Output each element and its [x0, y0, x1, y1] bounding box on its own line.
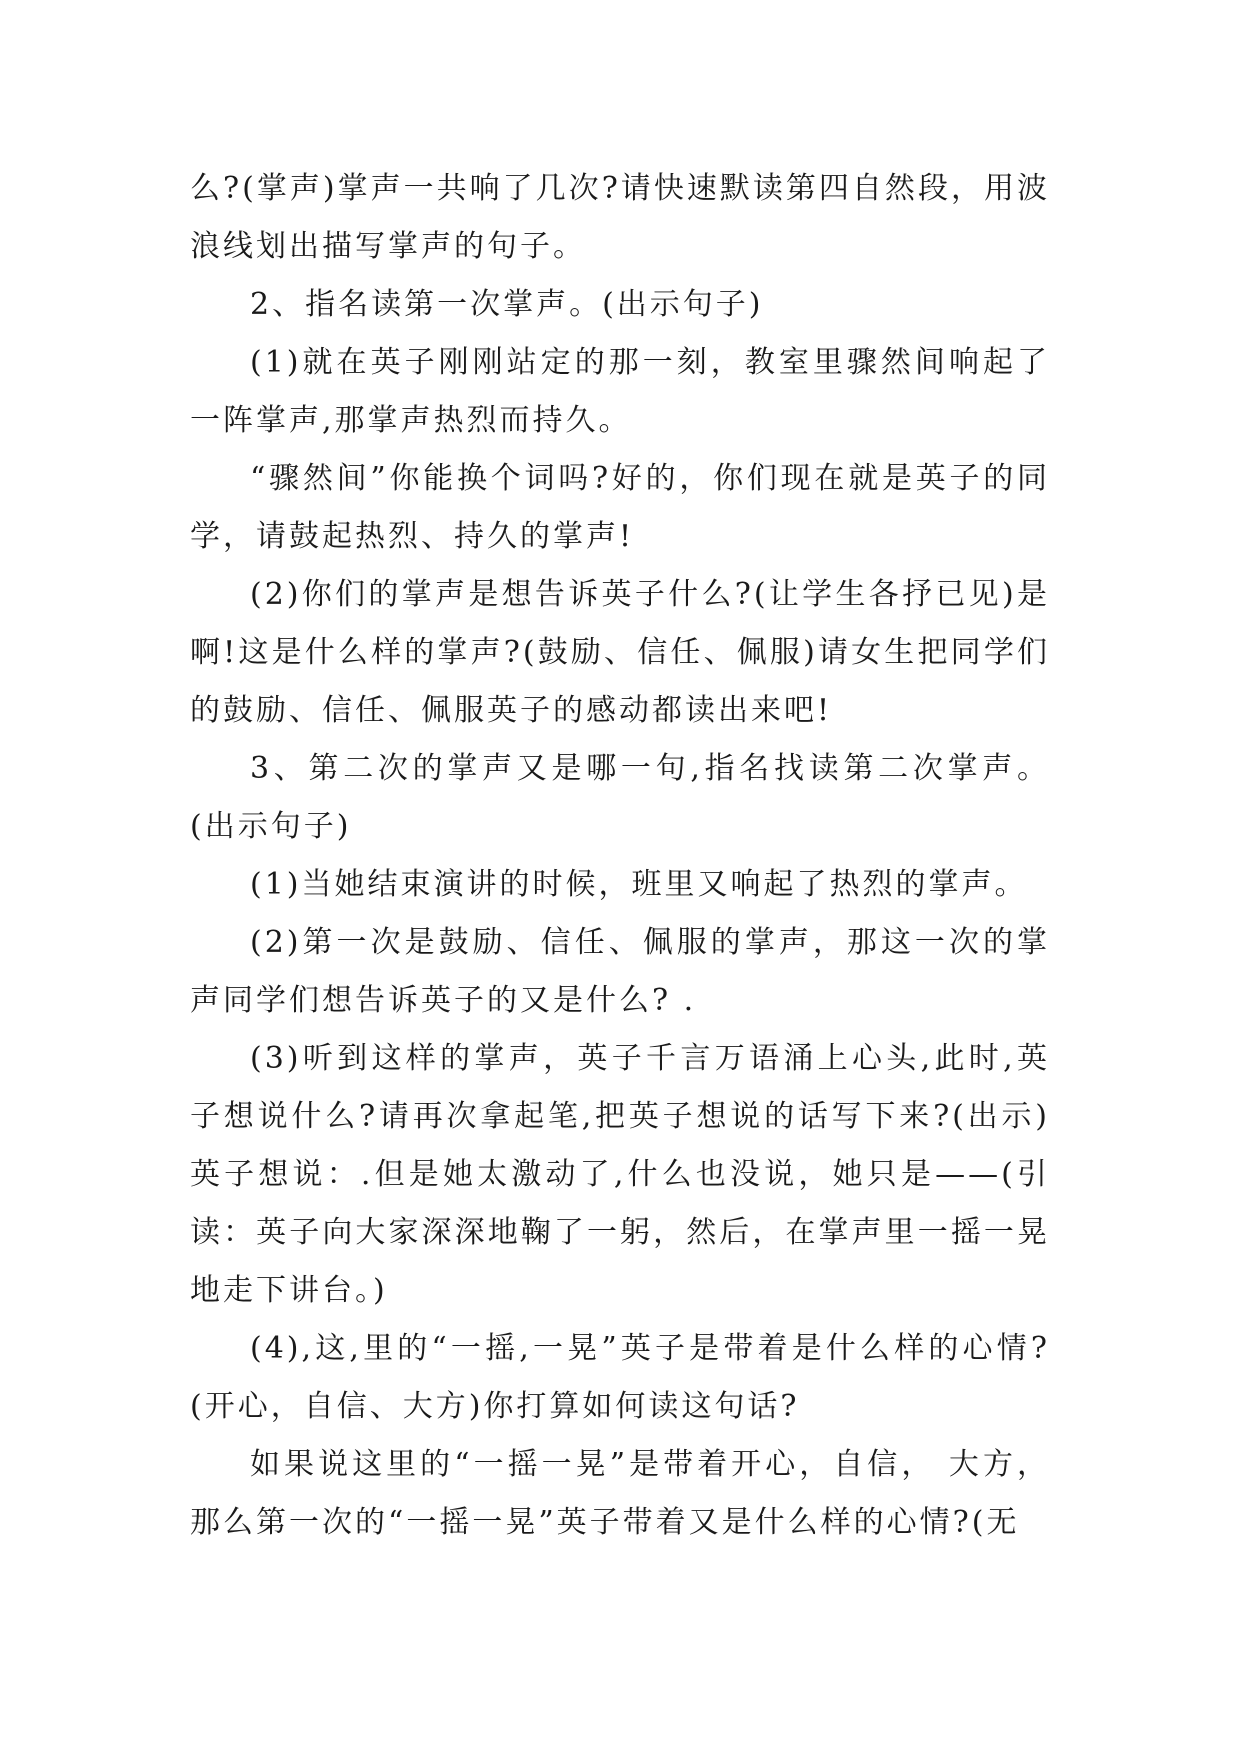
paragraph: (3)听到这样的掌声，英子千言万语涌上心头,此时,英子想说什么?请再次拿起笔,把英子想说的话写下来?(出示)英子想说：.但是她太激动了,什么也没说，她只是——(引读：英子向大家深深地鞠了一躬，然后，在掌声里一摇一晃地走下讲台。) — [190, 1041, 1050, 1308]
paragraph: (1)当她结束演讲的时候，班里又响起了热烈的掌声。 — [250, 867, 1028, 902]
paragraph: “骤然间”你能换个词吗?好的，你们现在就是英子的同学，请鼓起热烈、持久的掌声! — [190, 461, 1050, 554]
paragraph: 么?(掌声)掌声一共响了几次?请快速默读第四自然段，用波浪线划出描写掌声的句子。 — [190, 171, 1050, 264]
paragraph: (2)第一次是鼓励、信任、佩服的掌声，那这一次的掌声同学们想告诉英子的又是什么? . — [190, 925, 1050, 1018]
paragraph: 3、第二次的掌声又是哪一句,指名找读第二次掌声。(出示句子) — [190, 751, 1050, 844]
body-text — [190, 160, 1050, 1552]
paragraph: (4),这,里的“一摇,一晃”英子是带着是什么样的心情?(开心，自信、大方)你打算如何读这句话? — [190, 1331, 1050, 1424]
paragraph: 如果说这里的“一摇一晃”是带着开心，自信， 大方，那么第一次的“一摇一晃”英子带着又是什么样的心情?(无 — [190, 1447, 1050, 1540]
paragraph: (2)你们的掌声是想告诉英子什么?(让学生各抒已见)是啊!这是什么样的掌声?(鼓励、信任、佩服)请女生把同学们的鼓励、信任、佩服英子的感动都读出来吧! — [190, 577, 1050, 728]
paragraph: 2、指名读第一次掌声。(出示句子) — [250, 287, 764, 322]
paragraph: (1)就在英子刚刚站定的那一刻，教室里骤然间响起了一阵掌声,那掌声热烈而持久。 — [190, 345, 1050, 438]
